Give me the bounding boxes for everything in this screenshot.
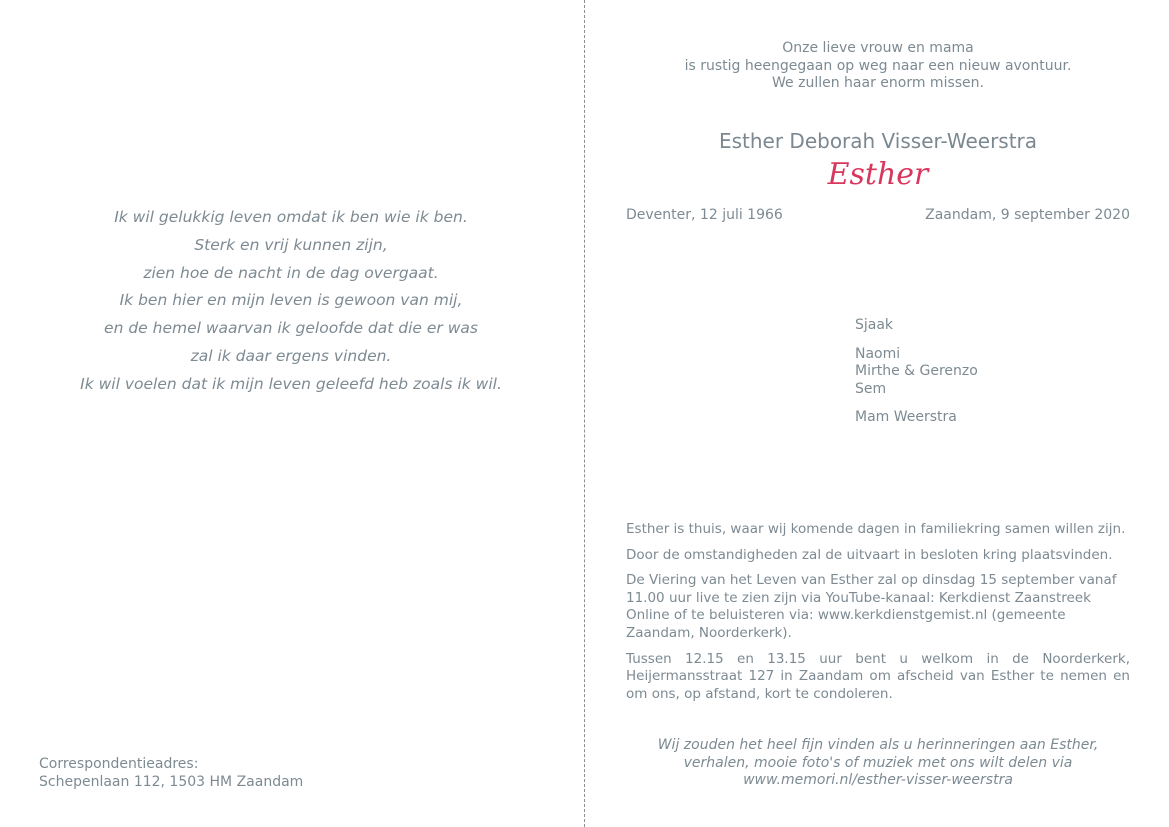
intro-text [626,40,1130,93]
notice-paragraph: Door de omstandigheden zal de uitvaart in besloten kring plaatsvinden. [626,546,1113,563]
poem-line: Ik ben hier en mijn leven is gewoon van mij, [119,291,463,310]
family-mother-group [855,409,978,427]
family-child: Mirthe & Gerenzo [855,363,978,379]
memori-invitation [626,737,1130,790]
family-partner: Sjaak [855,317,894,333]
death-date: Zaandam, 9 september 2020 [925,207,1130,223]
poem-line: Ik wil gelukkig leven omdat ik ben wie ik ben. [114,208,468,226]
memori-line: verhalen, mooie foto's of muziek met ons wilt delen via [683,754,1073,771]
birth-date: Deventer, 12 juli 1966 [626,207,783,223]
poem-line: zal ik daar ergens vinden. [190,346,392,365]
correspondence-street: Schepenlaan 112, 1503 HM Zaandam [39,774,304,790]
fold-line [584,0,585,827]
notice-paragraph: De Viering van het Leven van Esther zal op dinsdag 15 september vanaf 11.00 uur live te zien zijn via YouTube-kanaal: Kerkdienst Zaanstreek Online of te beluisteren via: www.kerkdienstgemist.nl (gemeente Zaandam, Noorderkerk). [626,572,1117,641]
intro-line: Onze lieve vrouw en mama [782,40,974,56]
notice-paragraph: Tussen 12.15 en 13.15 uur bent u welkom in de Noorderkerk, Heijermansstraat 127 in Zaandam om afscheid van Esther te nemen en om ons, op afstand, kort te condoleren. [626,650,1130,702]
family-children-group [855,346,978,399]
poem-line: Ik wil voelen dat ik mijn leven geleefd heb zoals ik wil. [80,374,502,393]
memori-line: Wij zouden het heel fijn vinden als u herinneringen aan Esther, [657,737,1099,753]
intro-line: is rustig heengegaan op weg naar een nieuw avontuur. [684,57,1072,74]
poem [40,204,542,399]
family-list [855,317,978,438]
poem-line: Sterk en vrij kunnen zijn, [194,235,388,254]
notice-paragraph: Esther is thuis, waar wij komende dagen in familiekring samen willen zijn. [626,521,1126,537]
family-partner-group [855,317,978,335]
correspondence-address [39,755,303,791]
family-mother: Mam Weerstra [855,409,957,425]
intro-line: We zullen haar enorm missen. [772,75,984,92]
family-child: Naomi [855,345,901,362]
poem-line: zien hoe de nacht in de dag overgaat. [143,263,439,282]
memori-link[interactable]: www.memori.nl/esther-visser-weerstra [743,772,1013,789]
poem-line: en de hemel waarvan ik geloofde dat die er was [104,319,478,338]
life-dates [626,206,1130,224]
funeral-notice [626,521,1130,711]
deceased-call-name: Esther [827,157,929,192]
correspondence-label: Correspondentieadres: [39,756,199,772]
family-child: Sem [855,380,887,397]
deceased-full-name: Esther Deborah Visser-Weerstra [718,129,1038,153]
